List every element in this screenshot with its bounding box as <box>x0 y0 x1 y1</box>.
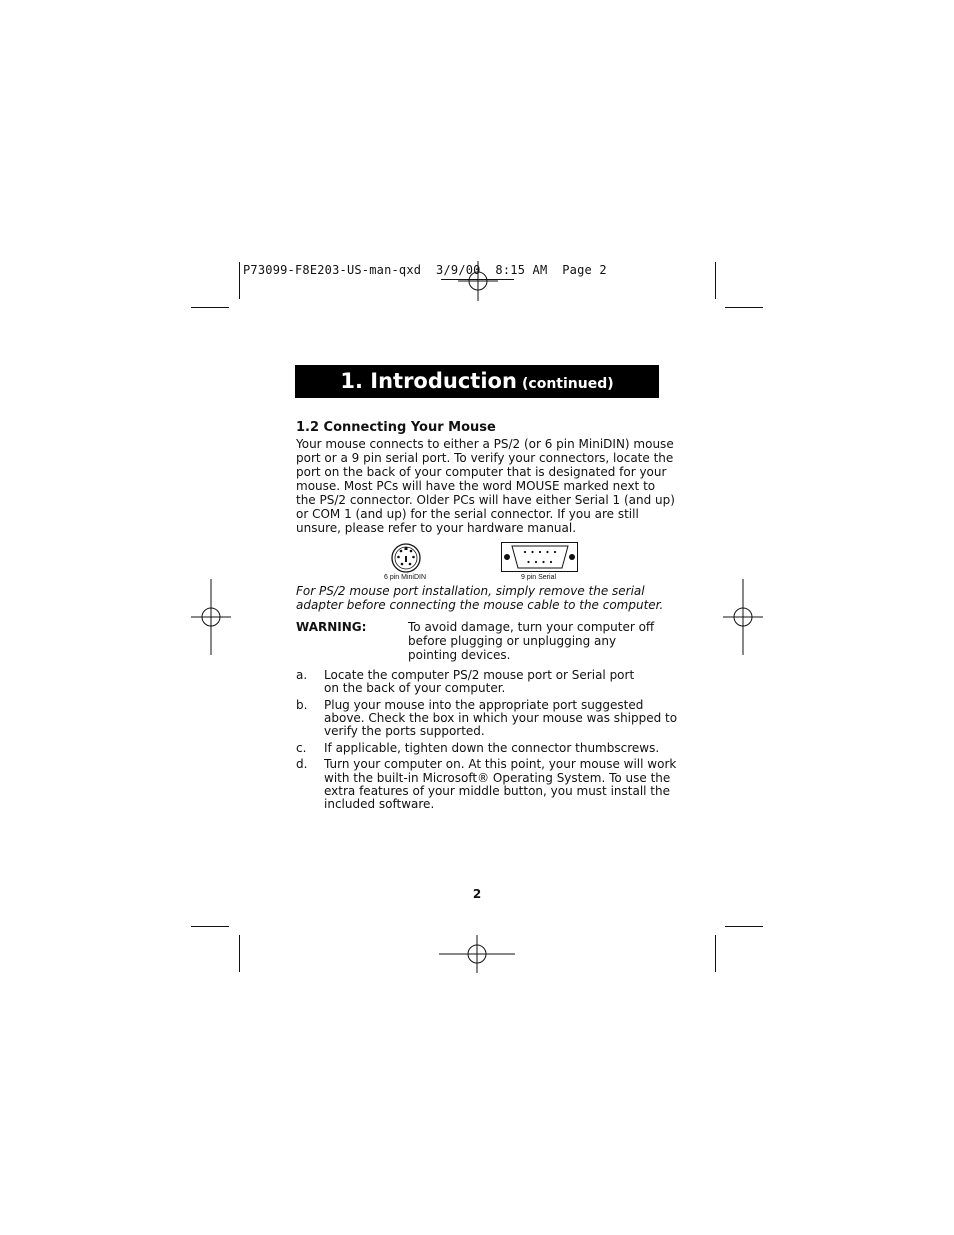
crop-mark <box>715 935 716 972</box>
crop-mark <box>715 262 716 299</box>
step-line: If applicable, tighten down the connector thumbscrews. <box>324 741 660 755</box>
crop-mark <box>191 307 229 308</box>
minidin-connector-icon <box>390 542 422 574</box>
paragraph-line: port on the back of your computer that is designated for your <box>296 465 667 479</box>
crop-mark <box>239 262 240 299</box>
serial-connector-icon <box>501 542 579 573</box>
step-line: with the built-in Microsoft® Operating System. To use the <box>324 771 671 785</box>
warning-line: pointing devices. <box>408 648 511 662</box>
chapter-title: 1. Introduction <box>340 369 517 393</box>
minidin-caption: 6 pin MiniDIN <box>384 574 427 581</box>
crop-mark <box>725 926 763 927</box>
page-number: 2 <box>472 887 482 901</box>
paragraph-line: mouse. Most PCs will have the word MOUSE marked next to <box>296 479 656 493</box>
warning-line: To avoid damage, turn your computer off <box>408 620 655 634</box>
step-letter: a. <box>296 668 308 682</box>
paragraph-line: or COM 1 (and up) for the serial connector. If you are still <box>296 507 639 521</box>
step-line: on the back of your computer. <box>324 681 506 695</box>
registration-mark-left-icon <box>191 579 231 655</box>
step-letter: c. <box>296 741 307 755</box>
paragraph-line: port or a 9 pin serial port. To verify your connectors, locate the <box>296 451 674 465</box>
paragraph-line: the PS/2 connector. Older PCs will have either Serial 1 (and up) <box>296 493 675 507</box>
warning-line: before plugging or unplugging any <box>408 634 617 648</box>
registration-mark-top-icon <box>458 261 498 301</box>
step-line: extra features of your middle button, you must install the <box>324 784 671 798</box>
serial-caption: 9 pin Serial <box>521 574 557 581</box>
note-line: adapter before connecting the mouse cable to the computer. <box>296 598 664 612</box>
crop-mark <box>725 307 763 308</box>
paragraph-line: Your mouse connects to either a PS/2 (or 6 pin MiniDIN) mouse <box>296 437 674 451</box>
section-paragraph <box>296 437 675 535</box>
warning-label: WARNING: <box>296 620 367 634</box>
registration-mark-bottom-icon <box>439 935 515 975</box>
step-line: included software. <box>324 797 435 811</box>
step-line: above. Check the box in which your mouse was shipped to <box>324 711 678 725</box>
step-line: Locate the computer PS/2 mouse port or Serial port <box>324 668 635 682</box>
step-line: verify the ports supported. <box>324 724 485 738</box>
crop-mark <box>191 926 229 927</box>
section-title: 1.2 Connecting Your Mouse <box>296 420 496 435</box>
note-line: For PS/2 mouse port installation, simply remove the serial <box>296 584 645 598</box>
step-letter: d. <box>296 757 308 771</box>
paragraph-line: unsure, please refer to your hardware manual. <box>296 521 577 535</box>
step-line: Plug your mouse into the appropriate port suggested <box>324 698 644 712</box>
step-letter: b. <box>296 698 308 712</box>
crop-mark <box>239 935 240 972</box>
slug-line: P73099-F8E203-US-man-qxd 3/9/00 8:15 AM Page 2 <box>243 263 607 277</box>
step-line: Turn your computer on. At this point, your mouse will work <box>324 757 677 771</box>
registration-mark-right-icon <box>723 579 763 655</box>
warning-text <box>408 620 654 662</box>
chapter-banner <box>295 365 659 398</box>
installation-note <box>296 584 664 612</box>
chapter-subtitle: (continued) <box>522 376 614 392</box>
